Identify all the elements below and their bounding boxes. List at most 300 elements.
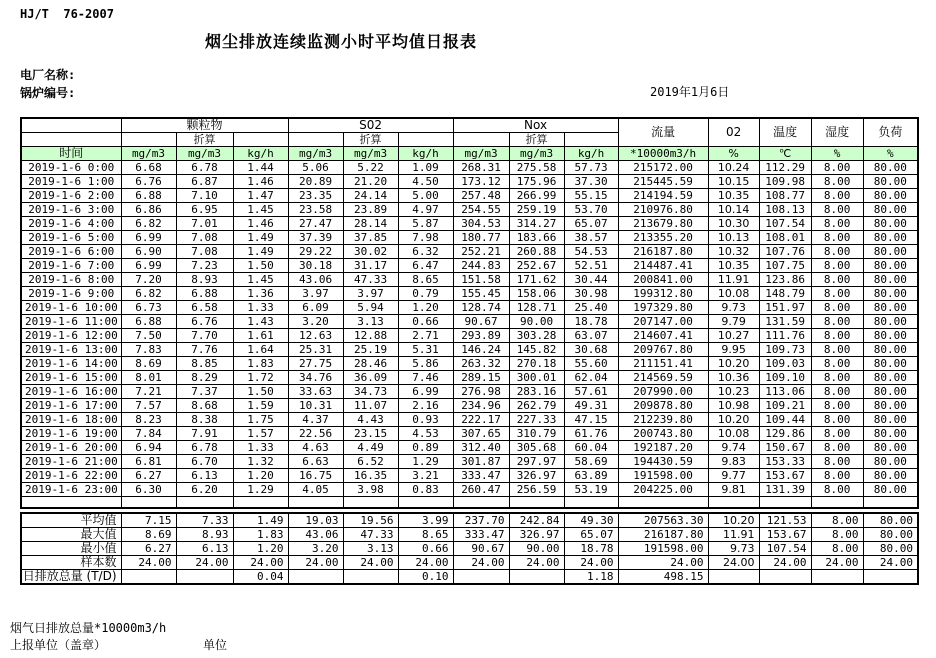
value-cell: 1.57 xyxy=(233,427,288,441)
summary-value-cell: 333.47 xyxy=(453,527,509,541)
value-cell: 7.91 xyxy=(176,427,233,441)
value-cell: 213679.80 xyxy=(618,217,708,231)
summary-value-cell: 49.30 xyxy=(564,513,618,528)
table-row xyxy=(21,441,918,455)
col-header-o2: 02 xyxy=(708,118,759,147)
summary-value-cell: 121.53 xyxy=(759,513,811,528)
value-cell: 252.21 xyxy=(453,245,509,259)
value-cell: 301.87 xyxy=(453,455,509,469)
value-cell: 1.50 xyxy=(233,259,288,273)
value-cell: 204225.00 xyxy=(618,483,708,497)
value-cell: 260.47 xyxy=(453,483,509,497)
summary-value-cell: 1.83 xyxy=(233,527,288,541)
value-cell: 214194.59 xyxy=(618,189,708,203)
blank-cell xyxy=(233,497,288,508)
value-cell: 34.73 xyxy=(343,385,398,399)
blank-cell xyxy=(288,497,343,508)
table-row xyxy=(21,371,918,385)
value-cell: 276.98 xyxy=(453,385,509,399)
value-cell: 304.53 xyxy=(453,217,509,231)
value-cell: 191598.00 xyxy=(618,469,708,483)
report-title: 烟尘排放连续监测小时平均值日报表 xyxy=(205,32,478,51)
value-cell: 10.27 xyxy=(708,329,759,343)
summary-value-cell: 8.65 xyxy=(398,527,453,541)
unit-header: mg/m3 xyxy=(509,147,564,161)
value-cell: 7.83 xyxy=(121,343,176,357)
value-cell: 8.00 xyxy=(811,371,863,385)
value-cell: 5.06 xyxy=(288,161,343,175)
blank-cell xyxy=(564,133,618,147)
value-cell: 9.74 xyxy=(708,441,759,455)
value-cell: 10.32 xyxy=(708,245,759,259)
summary-value-cell: 3.20 xyxy=(288,541,343,555)
value-cell: 61.76 xyxy=(564,427,618,441)
value-cell: 37.39 xyxy=(288,231,343,245)
value-cell: 333.47 xyxy=(453,469,509,483)
value-cell: 200841.00 xyxy=(618,273,708,287)
summary-value-cell: 43.06 xyxy=(288,527,343,541)
value-cell: 8.68 xyxy=(176,399,233,413)
value-cell: 8.00 xyxy=(811,301,863,315)
value-cell: 80.00 xyxy=(863,189,918,203)
table-row xyxy=(21,161,918,175)
summary-value-cell: 24.00 xyxy=(343,555,398,569)
value-cell: 43.06 xyxy=(288,273,343,287)
time-cell: 2019-1-6 3:00 xyxy=(21,203,121,217)
value-cell: 5.86 xyxy=(398,357,453,371)
value-cell: 210976.80 xyxy=(618,203,708,217)
summary-label-text: 样本数 xyxy=(80,554,117,569)
time-cell: 2019-1-6 6:00 xyxy=(21,245,121,259)
value-cell: 11.91 xyxy=(708,273,759,287)
value-cell: 10.08 xyxy=(708,427,759,441)
summary-row xyxy=(21,555,918,569)
value-cell: 8.00 xyxy=(811,357,863,371)
value-cell: 109.03 xyxy=(759,357,811,371)
value-cell: 1.47 xyxy=(233,189,288,203)
time-cell: 2019-1-6 4:00 xyxy=(21,217,121,231)
value-cell: 63.89 xyxy=(564,469,618,483)
summary-row xyxy=(21,513,918,528)
summary-label-text: 日排放总量 (T/D) xyxy=(22,568,117,583)
value-cell: 10.20 xyxy=(708,413,759,427)
summary-value-cell: 24.00 xyxy=(509,555,564,569)
summary-value-cell: 107.54 xyxy=(759,541,811,555)
summary-value-cell: 8.00 xyxy=(811,513,863,528)
col-header-humidity: 湿度 xyxy=(811,118,863,147)
value-cell: 10.14 xyxy=(708,203,759,217)
value-cell: 1.83 xyxy=(233,357,288,371)
value-cell: 8.00 xyxy=(811,217,863,231)
summary-value-cell: 24.00 xyxy=(811,555,863,569)
value-cell: 55.15 xyxy=(564,189,618,203)
value-cell: 153.33 xyxy=(759,455,811,469)
value-cell: 8.00 xyxy=(811,231,863,245)
table-row xyxy=(21,469,918,483)
value-cell: 192187.20 xyxy=(618,441,708,455)
value-cell: 7.37 xyxy=(176,385,233,399)
table-row xyxy=(21,413,918,427)
value-cell: 30.18 xyxy=(288,259,343,273)
summary-value-cell: 1.18 xyxy=(564,569,618,584)
col-header-flow: 流量 xyxy=(618,118,708,147)
time-cell: 2019-1-6 17:00 xyxy=(21,399,121,413)
value-cell: 2.16 xyxy=(398,399,453,413)
summary-value-cell: 153.67 xyxy=(759,527,811,541)
value-cell: 10.20 xyxy=(708,357,759,371)
value-cell: 10.13 xyxy=(708,231,759,245)
value-cell: 8.00 xyxy=(811,343,863,357)
col-header-temperature: 温度 xyxy=(759,118,811,147)
value-cell: 6.99 xyxy=(121,259,176,273)
value-cell: 8.38 xyxy=(176,413,233,427)
value-cell: 5.00 xyxy=(398,189,453,203)
value-cell: 1.09 xyxy=(398,161,453,175)
value-cell: 8.00 xyxy=(811,203,863,217)
value-cell: 326.97 xyxy=(509,469,564,483)
value-cell: 5.31 xyxy=(398,343,453,357)
value-cell: 20.89 xyxy=(288,175,343,189)
value-cell: 80.00 xyxy=(863,329,918,343)
value-cell: 129.86 xyxy=(759,427,811,441)
value-cell: 305.68 xyxy=(509,441,564,455)
time-cell: 2019-1-6 15:00 xyxy=(21,371,121,385)
value-cell: 3.20 xyxy=(288,315,343,329)
value-cell: 6.88 xyxy=(121,315,176,329)
summary-value-cell: 3.99 xyxy=(398,513,453,528)
summary-value-cell: 0.66 xyxy=(398,541,453,555)
value-cell: 6.82 xyxy=(121,287,176,301)
summary-value-cell: 0.10 xyxy=(398,569,453,584)
value-cell: 244.83 xyxy=(453,259,509,273)
table-row xyxy=(21,217,918,231)
value-cell: 8.23 xyxy=(121,413,176,427)
value-cell: 80.00 xyxy=(863,483,918,497)
value-cell: 30.98 xyxy=(564,287,618,301)
value-cell: 123.86 xyxy=(759,273,811,287)
value-cell: 257.48 xyxy=(453,189,509,203)
value-cell: 7.98 xyxy=(398,231,453,245)
value-cell: 62.04 xyxy=(564,371,618,385)
value-cell: 8.00 xyxy=(811,385,863,399)
value-cell: 8.00 xyxy=(811,399,863,413)
time-cell: 2019-1-6 1:00 xyxy=(21,175,121,189)
value-cell: 7.50 xyxy=(121,329,176,343)
table-row xyxy=(21,343,918,357)
summary-value-cell: 242.84 xyxy=(509,513,564,528)
summary-value-cell: 498.15 xyxy=(618,569,708,584)
value-cell: 151.97 xyxy=(759,301,811,315)
value-cell: 8.69 xyxy=(121,357,176,371)
table-row xyxy=(21,399,918,413)
value-cell: 6.73 xyxy=(121,301,176,315)
value-cell: 227.33 xyxy=(509,413,564,427)
value-cell: 209878.80 xyxy=(618,399,708,413)
summary-value-cell xyxy=(176,569,233,584)
time-cell: 2019-1-6 8:00 xyxy=(21,273,121,287)
value-cell: 12.63 xyxy=(288,329,343,343)
value-cell: 175.96 xyxy=(509,175,564,189)
summary-label xyxy=(21,569,121,584)
flue-gas-total-note: 烟气日排放总量*10000m3/h xyxy=(10,621,167,635)
value-cell: 7.76 xyxy=(176,343,233,357)
value-cell: 7.84 xyxy=(121,427,176,441)
value-cell: 307.65 xyxy=(453,427,509,441)
value-cell: 6.81 xyxy=(121,455,176,469)
value-cell: 18.78 xyxy=(564,315,618,329)
blank-cell xyxy=(288,133,343,147)
summary-value-cell: 207563.30 xyxy=(618,513,708,528)
value-cell: 6.99 xyxy=(398,385,453,399)
summary-label xyxy=(21,541,121,555)
value-cell: 54.53 xyxy=(564,245,618,259)
value-cell: 8.00 xyxy=(811,441,863,455)
value-cell: 5.94 xyxy=(343,301,398,315)
value-cell: 28.14 xyxy=(343,217,398,231)
blank-cell xyxy=(863,497,918,508)
value-cell: 155.45 xyxy=(453,287,509,301)
value-cell: 16.75 xyxy=(288,469,343,483)
value-cell: 146.24 xyxy=(453,343,509,357)
summary-value-cell: 80.00 xyxy=(863,541,918,555)
standard-code: HJ/T 76-2007 xyxy=(20,7,114,21)
value-cell: 109.73 xyxy=(759,343,811,357)
blank-cell xyxy=(176,497,233,508)
report-tables xyxy=(20,117,919,585)
summary-value-cell xyxy=(453,569,509,584)
value-cell: 25.19 xyxy=(343,343,398,357)
unit-header: % xyxy=(811,147,863,161)
unit-label: 单位 xyxy=(203,638,228,652)
summary-table xyxy=(20,512,919,586)
value-cell: 90.00 xyxy=(509,315,564,329)
value-cell: 6.88 xyxy=(176,287,233,301)
value-cell: 7.10 xyxy=(176,189,233,203)
value-cell: 6.88 xyxy=(121,189,176,203)
value-cell: 80.00 xyxy=(863,455,918,469)
table-row xyxy=(21,245,918,259)
value-cell: 8.00 xyxy=(811,329,863,343)
value-cell: 8.00 xyxy=(811,427,863,441)
value-cell: 1.72 xyxy=(233,371,288,385)
value-cell: 8.65 xyxy=(398,273,453,287)
value-cell: 47.33 xyxy=(343,273,398,287)
value-cell: 29.22 xyxy=(288,245,343,259)
value-cell: 173.12 xyxy=(453,175,509,189)
value-cell: 107.76 xyxy=(759,245,811,259)
value-cell: 6.52 xyxy=(343,455,398,469)
unit-header: % xyxy=(863,147,918,161)
value-cell: 6.78 xyxy=(176,441,233,455)
unit-header: mg/m3 xyxy=(288,147,343,161)
value-cell: 80.00 xyxy=(863,427,918,441)
converted-label-so2: 折算 xyxy=(343,133,398,147)
value-cell: 207990.00 xyxy=(618,385,708,399)
value-cell: 8.00 xyxy=(811,455,863,469)
blank-cell xyxy=(453,497,509,508)
value-cell: 209767.80 xyxy=(618,343,708,357)
value-cell: 314.27 xyxy=(509,217,564,231)
summary-label-text: 平均值 xyxy=(80,512,117,527)
value-cell: 24.14 xyxy=(343,189,398,203)
value-cell: 6.47 xyxy=(398,259,453,273)
summary-label xyxy=(21,527,121,541)
value-cell: 31.17 xyxy=(343,259,398,273)
time-cell: 2019-1-6 7:00 xyxy=(21,259,121,273)
value-cell: 6.82 xyxy=(121,217,176,231)
value-cell: 262.79 xyxy=(509,399,564,413)
value-cell: 216187.80 xyxy=(618,245,708,259)
value-cell: 108.77 xyxy=(759,189,811,203)
blank-cell xyxy=(343,497,398,508)
value-cell: 6.32 xyxy=(398,245,453,259)
value-cell: 57.61 xyxy=(564,385,618,399)
summary-value-cell: 24.00 xyxy=(708,555,759,569)
value-cell: 90.67 xyxy=(453,315,509,329)
blank-cell xyxy=(759,497,811,508)
summary-value-cell: 24.00 xyxy=(176,555,233,569)
summary-value-cell: 1.20 xyxy=(233,541,288,555)
boiler-no-label: 锅炉编号: xyxy=(20,86,76,100)
value-cell: 80.00 xyxy=(863,217,918,231)
value-cell: 80.00 xyxy=(863,175,918,189)
value-cell: 60.04 xyxy=(564,441,618,455)
value-cell: 1.29 xyxy=(233,483,288,497)
value-cell: 21.20 xyxy=(343,175,398,189)
value-cell: 27.75 xyxy=(288,357,343,371)
value-cell: 6.68 xyxy=(121,161,176,175)
summary-value-cell: 8.00 xyxy=(811,541,863,555)
value-cell: 8.85 xyxy=(176,357,233,371)
value-cell: 300.01 xyxy=(509,371,564,385)
summary-value-cell: 47.33 xyxy=(343,527,398,541)
value-cell: 80.00 xyxy=(863,231,918,245)
value-cell: 0.89 xyxy=(398,441,453,455)
value-cell: 80.00 xyxy=(863,315,918,329)
value-cell: 171.62 xyxy=(509,273,564,287)
value-cell: 1.29 xyxy=(398,455,453,469)
value-cell: 8.00 xyxy=(811,273,863,287)
value-cell: 8.00 xyxy=(811,259,863,273)
value-cell: 180.77 xyxy=(453,231,509,245)
value-cell: 213355.20 xyxy=(618,231,708,245)
table-row xyxy=(21,329,918,343)
report-date: 2019年1月6日 xyxy=(650,85,730,99)
value-cell: 183.66 xyxy=(509,231,564,245)
value-cell: 10.31 xyxy=(288,399,343,413)
summary-value-cell: 24.00 xyxy=(759,555,811,569)
blank-cell xyxy=(121,133,176,147)
value-cell: 36.09 xyxy=(343,371,398,385)
plant-name-label: 电厂名称: xyxy=(20,68,76,82)
value-cell: 4.97 xyxy=(398,203,453,217)
value-cell: 6.99 xyxy=(121,231,176,245)
summary-label-text: 最小值 xyxy=(80,540,117,555)
blank-cell xyxy=(564,497,618,508)
value-cell: 4.05 xyxy=(288,483,343,497)
value-cell: 49.31 xyxy=(564,399,618,413)
unit-header: mg/m3 xyxy=(121,147,176,161)
value-cell: 1.49 xyxy=(233,245,288,259)
col-group-particulate: 颗粒物 xyxy=(121,118,288,133)
value-cell: 6.90 xyxy=(121,245,176,259)
value-cell: 6.13 xyxy=(176,469,233,483)
value-cell: 1.44 xyxy=(233,161,288,175)
value-cell: 9.79 xyxy=(708,315,759,329)
value-cell: 7.57 xyxy=(121,399,176,413)
value-cell: 215172.00 xyxy=(618,161,708,175)
time-cell: 2019-1-6 21:00 xyxy=(21,455,121,469)
corner-cell xyxy=(21,118,121,133)
value-cell: 80.00 xyxy=(863,371,918,385)
value-cell: 80.00 xyxy=(863,161,918,175)
blank-cell xyxy=(618,497,708,508)
value-cell: 6.70 xyxy=(176,455,233,469)
value-cell: 30.68 xyxy=(564,343,618,357)
time-cell: 2019-1-6 16:00 xyxy=(21,385,121,399)
value-cell: 9.73 xyxy=(708,301,759,315)
table-row xyxy=(21,455,918,469)
summary-value-cell: 7.33 xyxy=(176,513,233,528)
summary-value-cell: 10.20 xyxy=(708,513,759,528)
value-cell: 6.58 xyxy=(176,301,233,315)
value-cell: 80.00 xyxy=(863,245,918,259)
value-cell: 107.75 xyxy=(759,259,811,273)
unit-header: mg/m3 xyxy=(176,147,233,161)
value-cell: 10.35 xyxy=(708,189,759,203)
value-cell: 1.20 xyxy=(398,301,453,315)
value-cell: 6.76 xyxy=(176,315,233,329)
value-cell: 3.98 xyxy=(343,483,398,497)
value-cell: 23.35 xyxy=(288,189,343,203)
value-cell: 9.83 xyxy=(708,455,759,469)
summary-value-cell xyxy=(863,569,918,584)
summary-label xyxy=(21,555,121,569)
value-cell: 1.45 xyxy=(233,273,288,287)
summary-value-cell: 90.67 xyxy=(453,541,509,555)
value-cell: 214569.59 xyxy=(618,371,708,385)
summary-value-cell xyxy=(759,569,811,584)
value-cell: 10.24 xyxy=(708,161,759,175)
value-cell: 30.44 xyxy=(564,273,618,287)
value-cell: 3.97 xyxy=(288,287,343,301)
value-cell: 234.96 xyxy=(453,399,509,413)
value-cell: 80.00 xyxy=(863,287,918,301)
value-cell: 2.71 xyxy=(398,329,453,343)
time-cell: 2019-1-6 12:00 xyxy=(21,329,121,343)
value-cell: 153.67 xyxy=(759,469,811,483)
value-cell: 109.98 xyxy=(759,175,811,189)
value-cell: 7.21 xyxy=(121,385,176,399)
value-cell: 53.70 xyxy=(564,203,618,217)
value-cell: 207147.00 xyxy=(618,315,708,329)
value-cell: 38.57 xyxy=(564,231,618,245)
time-cell: 2019-1-6 19:00 xyxy=(21,427,121,441)
value-cell: 1.33 xyxy=(233,441,288,455)
value-cell: 145.82 xyxy=(509,343,564,357)
value-cell: 108.13 xyxy=(759,203,811,217)
value-cell: 10.23 xyxy=(708,385,759,399)
value-cell: 108.01 xyxy=(759,231,811,245)
value-cell: 8.29 xyxy=(176,371,233,385)
time-cell: 2019-1-6 5:00 xyxy=(21,231,121,245)
value-cell: 80.00 xyxy=(863,441,918,455)
value-cell: 263.32 xyxy=(453,357,509,371)
summary-value-cell xyxy=(288,569,343,584)
value-cell: 7.46 xyxy=(398,371,453,385)
value-cell: 1.64 xyxy=(233,343,288,357)
value-cell: 12.88 xyxy=(343,329,398,343)
